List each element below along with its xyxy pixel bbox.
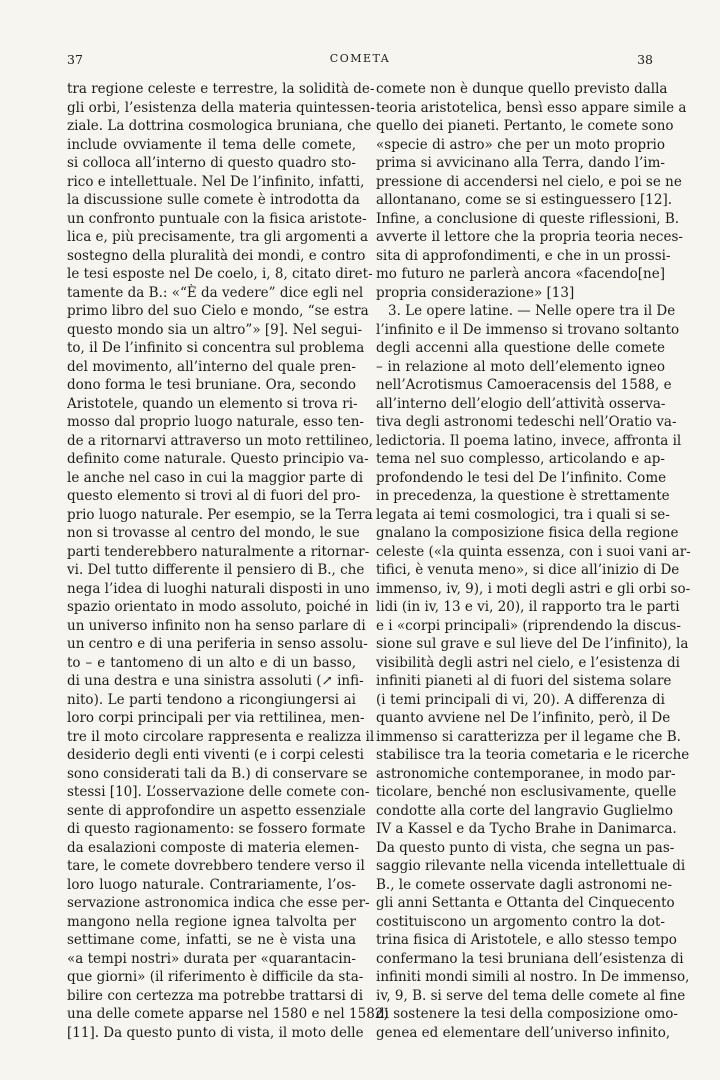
text-line: IV a Kassel e da Tycho Brahe in Danimarca. bbox=[376, 821, 677, 837]
text-line: – in relazione al moto dell’elemento igneo bbox=[376, 358, 665, 375]
text-line: sono considerati tali da B.) di conservare se bbox=[67, 765, 368, 782]
text-line: un confronto puntuale con la fisica aristote- bbox=[67, 210, 367, 227]
text-line: questo elemento si trovi al di fuori del pro- bbox=[67, 488, 361, 504]
text-line: sita di approfondimenti, e che in un prossi- bbox=[376, 247, 671, 264]
text-line: astronomiche contemporanee, in modo par- bbox=[376, 765, 676, 782]
text-line: «a tempi nostri» durata per «quarantacin- bbox=[67, 950, 356, 967]
text-line: settimane come, infatti, se ne è vista una bbox=[67, 932, 356, 948]
text-line: tra regione celeste e terrestre, la solidità de- bbox=[67, 81, 375, 97]
text-line: tre il moto circolare rappresenta e realizza il bbox=[67, 728, 375, 745]
text-line: celeste («la quinta essenza, con i suoi vani ar- bbox=[376, 543, 691, 560]
text-line: l’infinito e il De immenso si trovano soltanto bbox=[376, 321, 680, 338]
text-line: loro corpi principali per via rettilinea, men- bbox=[67, 710, 365, 726]
text-line: ziale. La dottrina cosmologica bruniana, che bbox=[67, 118, 372, 134]
text-line: quello dei pianeti. Pertanto, le comete sono bbox=[376, 118, 674, 134]
text-line: profondendo le tesi del De l’infinito. Come bbox=[376, 469, 667, 486]
text-line: tare, le comete dovrebbero tendere verso il bbox=[67, 858, 365, 874]
text-line: ticolare, benché non esclusivamente, quelle bbox=[376, 784, 677, 800]
text-line: infiniti mondi simili al nostro. In De immenso, bbox=[376, 969, 690, 985]
text-line: ledictoria. Il poema latino, invece, affronta il bbox=[376, 432, 682, 449]
text-line: to – e tantomeno di un alto e di un basso, bbox=[67, 654, 356, 671]
text-line: una delle comete apparse nel 1580 e nel 1582) bbox=[67, 1006, 389, 1022]
text-column-right bbox=[376, 80, 691, 1042]
text-line: questo mondo sia un altro”» [9]. Nel segui- bbox=[67, 321, 363, 338]
page-number-left: 37 bbox=[67, 52, 83, 67]
text-line: visibilità degli astri nel cielo, e l’esistenza di bbox=[376, 654, 680, 671]
running-title: COMETA bbox=[329, 52, 391, 65]
text-line: Da questo punto di vista, che segna un pas- bbox=[376, 839, 675, 856]
text-line: nega l’idea di luoghi naturali disposti in uno bbox=[67, 580, 370, 597]
text-line: propria considerazione» [13] bbox=[376, 284, 575, 301]
text-line: la discussione sulle comete è introdotta da bbox=[67, 192, 360, 208]
text-line: di questo ragionamento: se fossero formate bbox=[67, 821, 366, 837]
text-line: nell’Acrotismus Camoeracensis del 1588, e bbox=[376, 377, 672, 393]
text-line: vi. Del tutto differente il pensiero di B., che bbox=[67, 562, 365, 578]
text-line: gli anni Settanta e Ottanta del Cinquecento bbox=[376, 895, 675, 911]
text-line: «specie di astro» che per un moto proprio bbox=[376, 136, 665, 153]
text-line: le tesi esposte nel De coelo, i, 8, citato diret- bbox=[67, 266, 373, 282]
text-line: stessi [10]. L’osservazione delle comete con- bbox=[67, 784, 370, 800]
text-line: prima si avvicinano alla Terra, dando l’im- bbox=[376, 155, 665, 171]
text-line: mo futuro ne parlerà ancora «facendo[ne] bbox=[376, 266, 665, 282]
text-line: degli accenni alla questione delle comete bbox=[376, 340, 665, 356]
text-line: servazione astronomica indica che esse per- bbox=[67, 895, 370, 911]
text-line: que giorni» (il riferimento è difficile da sta- bbox=[67, 969, 364, 985]
text-line: trina fisica di Aristotele, e allo stesso tempo bbox=[376, 932, 677, 948]
text-line: de a ritornarvi attraverso un moto rettilineo, bbox=[67, 432, 374, 449]
text-line: B., le comete osservate dagli astronomi ne- bbox=[376, 876, 673, 893]
text-line: primo libro del suo Cielo e mondo, “se estra bbox=[67, 303, 369, 319]
text-line: e i «corpi principali» (riprendendo la discus- bbox=[376, 617, 681, 634]
page-number-right: 38 bbox=[637, 52, 653, 67]
text-line: bilire con certezza ma potrebbe trattarsi di bbox=[67, 987, 364, 1004]
text-line: stabilisce tra la teoria cometaria e le ricerche bbox=[376, 747, 690, 763]
text-line: desiderio degli enti viventi (e i corpi celesti bbox=[67, 747, 364, 763]
text-line: legata ai temi cosmologici, tra i quali si se- bbox=[376, 506, 670, 523]
text-line: condotte alla corte del langravio Guglielmo bbox=[376, 802, 673, 819]
text-line: comete non è dunque quello previsto dalla bbox=[376, 81, 668, 97]
text-line: le anche nel caso in cui la maggior parte di bbox=[67, 469, 364, 486]
text-line: to, il De l’infinito si concentra sul problema bbox=[67, 340, 365, 356]
text-line: quanto avviene nel De l’infinito, però, il De bbox=[376, 710, 671, 726]
text-line: prio luogo naturale. Per esempio, se la Terra bbox=[67, 506, 373, 523]
text-line: avverte il lettore che la propria teoria neces- bbox=[376, 229, 683, 245]
text-line: tamente da B.: «“È da vedere” dice egli nel bbox=[67, 284, 364, 301]
text-line: parti tenderebbero naturalmente a ritornar- bbox=[67, 543, 370, 560]
text-line: un centro e di una periferia in senso assolu- bbox=[67, 636, 368, 652]
text-line: immenso, iv, 9), i moti degli astri e gli orbi so- bbox=[376, 580, 691, 597]
text-line: di una destra e una sinistra assoluti (↗ infi- bbox=[67, 673, 364, 689]
text-line: include ovviamente il tema delle comete, bbox=[67, 136, 356, 153]
text-line: dono forma le tesi bruniane. Ora, secondo bbox=[67, 377, 356, 393]
text-line: sostegno della pluralità dei mondi, e contro bbox=[67, 247, 366, 264]
text-line: nito). Le parti tendono a ricongiungersi ai bbox=[67, 691, 356, 708]
text-line: si colloca all’interno di questo quadro sto- bbox=[67, 155, 356, 171]
text-line: pressione di accendersi nel cielo, e poi se ne bbox=[376, 173, 682, 190]
text-line: gnalano la composizione fisica della regione bbox=[376, 525, 679, 541]
text-line: spazio orientato in modo assoluto, poiché in bbox=[67, 599, 369, 615]
text-line: non si trovasse al centro del mondo, le sue bbox=[67, 525, 360, 541]
text-line: in precedenza, la questione è strettamente bbox=[376, 488, 670, 504]
text-line: tema nel suo complesso, articolando e ap- bbox=[376, 451, 665, 467]
text-line: tiva degli astronomi tedeschi nell’Oratio va- bbox=[376, 414, 677, 430]
page-header bbox=[67, 52, 653, 72]
text-line: da esalazioni composte di materia elemen- bbox=[67, 839, 360, 856]
text-line: Aristotele, quando un elemento si trova ri- bbox=[67, 395, 358, 412]
text-line: loro luogo naturale. Contrariamente, l’os- bbox=[67, 876, 356, 893]
text-line: costituiscono un argomento contro la dot- bbox=[376, 913, 665, 930]
text-line: saggio rilevante nella vicenda intellettuale di bbox=[376, 858, 686, 874]
text-line: mosso dal proprio luogo naturale, esso ten- bbox=[67, 414, 364, 430]
text-line: di sostenere la tesi della composizione omo- bbox=[376, 1006, 678, 1022]
text-column-left bbox=[67, 80, 389, 1042]
text-line: 3. Le opere latine. — Nelle opere tra il De bbox=[388, 303, 676, 319]
text-line: infiniti pianeti al di fuori del sistema solare bbox=[376, 673, 672, 689]
text-line: un universo infinito non ha senso parlare di bbox=[67, 617, 366, 634]
text-line: (i temi principali di vi, 20). A differenza di bbox=[376, 691, 665, 708]
text-line: rico e intellettuale. Nel De l’infinito, infatti, bbox=[67, 173, 365, 190]
text-line: tifici, è venuta meno», si dice all’inizio di De bbox=[376, 562, 680, 578]
text-line: Infine, a conclusione di queste riflessioni, B. bbox=[376, 210, 680, 227]
text-line: iv, 9, B. si serve del tema delle comete al fine bbox=[376, 987, 686, 1004]
text-line: gli orbi, l’esistenza della materia quintessen- bbox=[67, 99, 375, 116]
text-line: allontanano, come se si estinguessero [12]. bbox=[376, 192, 673, 208]
text-line: lica e, più precisamente, tra gli argomenti a bbox=[67, 229, 369, 245]
text-line: teoria aristotelica, bensì esso appare simile a bbox=[376, 99, 687, 116]
text-line: [11]. Da questo punto di vista, il moto delle bbox=[67, 1024, 364, 1041]
text-line: genea ed elementare dell’universo infinito, bbox=[376, 1024, 671, 1041]
text-line: sente di approfondire un aspetto essenziale bbox=[67, 802, 366, 819]
text-line: confermano la tesi bruniana dell’esistenza di bbox=[376, 950, 684, 967]
text-line: mangono nella regione ignea talvolta per bbox=[67, 913, 356, 930]
text-line: del movimento, all’interno del quale pren- bbox=[67, 358, 356, 375]
text-line: immenso si caratterizza per il legame che B. bbox=[376, 728, 681, 745]
text-line: sione sul grave e sul lieve del De l’infinito), la bbox=[376, 636, 689, 652]
text-line: all’interno dell’elogio dell’attività osserva- bbox=[376, 395, 666, 412]
text-line: definito come naturale. Questo principio va- bbox=[67, 451, 369, 467]
text-line: lidi (in iv, 13 e vi, 20), il rapporto tra le parti bbox=[376, 599, 680, 615]
